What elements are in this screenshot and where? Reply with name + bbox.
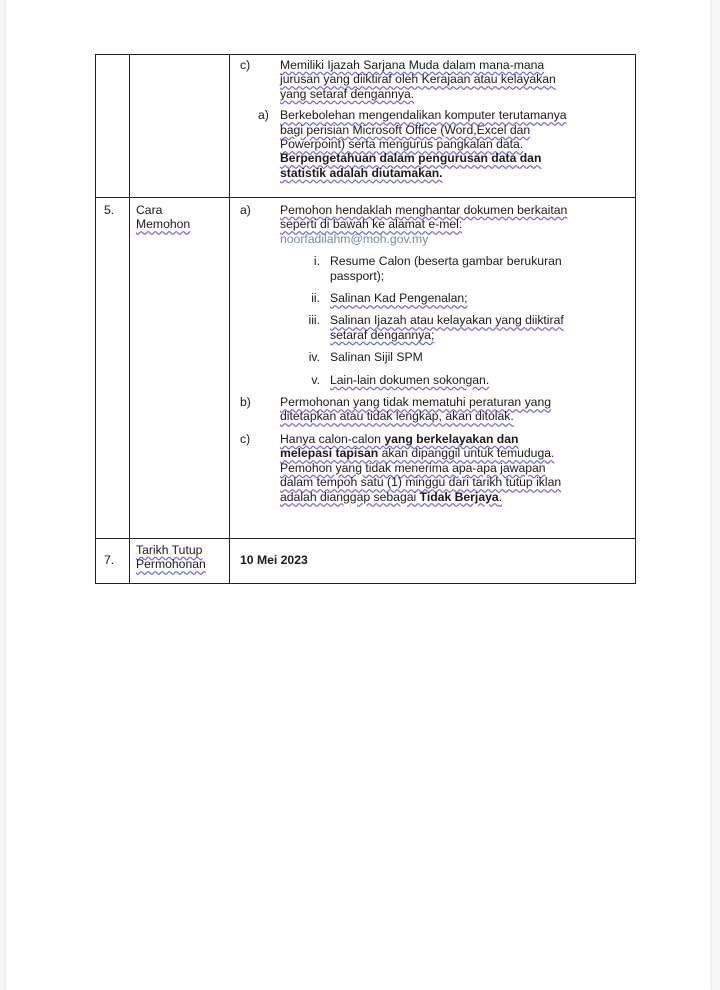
text-line: setaraf dengannya; xyxy=(330,327,435,342)
item-marker: b) xyxy=(240,395,251,410)
table-row-qualifications xyxy=(96,55,636,198)
row-content-cell xyxy=(230,55,636,198)
row-label-cell xyxy=(130,55,230,198)
text-line: Salinan Sijil SPM xyxy=(330,350,423,365)
document-page xyxy=(6,0,710,990)
text-line xyxy=(280,490,627,504)
item-marker: i. xyxy=(313,254,320,269)
text-line: Berkebolehan mengendalikan komputer terutamanya xyxy=(280,108,567,123)
text-line: Salinan Kad Pengenalan; xyxy=(330,291,468,306)
row-label xyxy=(130,198,230,539)
row-number: 7. xyxy=(96,539,130,584)
list-item xyxy=(258,108,627,180)
item-marker: v. xyxy=(311,372,320,387)
list-item xyxy=(240,432,627,504)
text-line: Berpengetahuan dalam pengurusan data dan xyxy=(280,151,542,166)
text-line: bagi perisian Microsoft Office (Word,Excel dan xyxy=(280,122,531,137)
text-line: Pemohon hendaklah menghantar dokumen berkaitan xyxy=(280,203,568,217)
text-line: statistik adalah diutamakan. xyxy=(280,165,443,180)
text-line: Permohonan yang tidak mematuhi peraturan yang xyxy=(280,395,551,410)
list-item xyxy=(290,254,627,283)
table-row-closing-date xyxy=(96,539,636,584)
closing-date: 10 Mei 2023 xyxy=(230,539,636,584)
text-line: Powerpoint) serta mengurus pangkalan data. xyxy=(280,137,524,152)
text-line xyxy=(280,446,627,460)
text-line: dalam tempoh satu (1) minggu dari tarikh tutup iklan xyxy=(280,475,562,490)
text-line: seperti di bawah ke alamat e-mel: xyxy=(280,217,463,232)
table-row-application-method xyxy=(96,198,636,539)
list-item xyxy=(240,203,627,246)
item-marker: ii. xyxy=(311,291,320,306)
row-label-line: Cara xyxy=(136,203,163,217)
text-line: Resume Calon (beserta gambar berukuran xyxy=(330,254,562,269)
item-marker: a) xyxy=(258,108,269,123)
list-item xyxy=(290,313,627,342)
list-item xyxy=(290,291,627,305)
email-link[interactable]: noorfadilahm@moh.gov.my xyxy=(280,231,429,246)
item-marker: c) xyxy=(240,431,251,446)
text-line: ditetapkan atau tidak lengkap, akan ditolak. xyxy=(280,409,514,424)
row-label xyxy=(130,539,230,584)
text-segment: Hanya calon-calon xyxy=(280,431,385,446)
text-segment: . xyxy=(498,489,503,504)
item-marker: c) xyxy=(240,58,251,72)
text-line: yang setaraf dengannya. xyxy=(280,86,415,101)
item-marker: iv. xyxy=(308,350,320,365)
text-segment-bold: yang berkelayakan dan xyxy=(384,431,519,446)
text-segment: akan dipanggil untuk temuduga. xyxy=(378,446,555,461)
row-number-cell xyxy=(96,55,130,198)
list-item xyxy=(290,373,627,387)
text-line: Lain-lain dokumen sokongan. xyxy=(330,372,490,387)
row-label-line: Permohonan xyxy=(136,557,206,572)
info-table xyxy=(95,54,636,584)
text-line: Memiliki Ijazah Sarjana Muda dalam mana-mana xyxy=(280,58,545,72)
row-content-cell xyxy=(230,198,636,539)
item-marker: iii. xyxy=(308,313,320,328)
text-line: Pemohon yang tidak menerima apa-apa jawapan xyxy=(280,460,546,475)
text-segment-bold: melepasi tapisan xyxy=(280,446,379,461)
row-label-line: Memohon xyxy=(136,217,191,232)
text-line: Salinan Ijazah atau kelayakan yang diiktiraf xyxy=(330,313,564,328)
row-number: 5. xyxy=(96,198,130,539)
list-item xyxy=(290,350,627,364)
document-list xyxy=(240,254,627,387)
item-marker: a) xyxy=(240,203,251,217)
text-line: jurusan yang diiktiraf oleh Kerajaan atau kelayakan xyxy=(280,72,556,87)
row-label-line: Tarikh Tutup xyxy=(136,543,203,557)
list-item xyxy=(240,395,627,424)
text-segment-bold: Tidak Berjaya xyxy=(419,489,499,504)
list-item xyxy=(240,58,627,101)
text-line xyxy=(280,432,627,446)
text-line: passport); xyxy=(330,268,385,283)
text-segment: adalah dianggap sebagai xyxy=(280,489,420,504)
